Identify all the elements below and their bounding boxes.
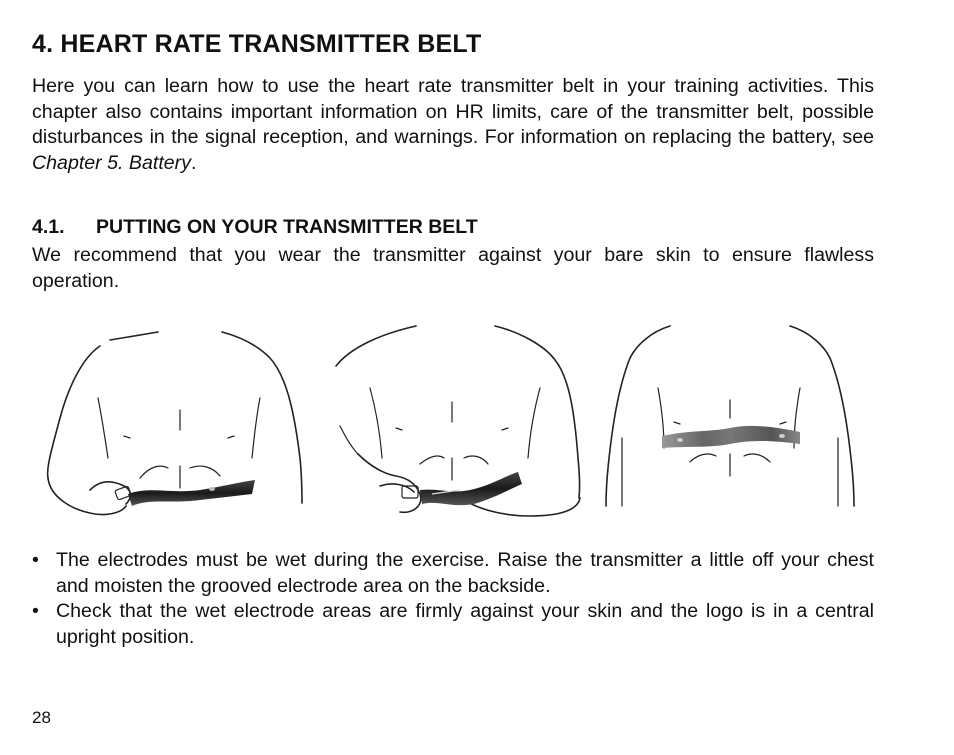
bullet-item [32,548,874,599]
recommendation-paragraph: We recommend that you wear the transmitter against your bare skin to ensure flawless operation. [32,244,874,292]
bullet-text: The electrodes must be wet during the exercise. Raise the transmitter a little off your chest and moisten the grooved electrode area on the backside. [56,549,874,597]
chapter-reference: Chapter 5. Battery [32,151,192,174]
figure-front-fastening-belt [336,326,580,516]
bullet-list [32,548,874,650]
page-number: 28 [32,708,51,727]
section-title: PUTTING ON YOUR TRANSMITTER BELT [96,216,478,238]
bullet-text: Check that the wet electrode areas are firmly against your skin and the logo is in a central upright position. [56,600,874,648]
bullet-symbol: • [32,549,39,571]
bullet-symbol: • [32,600,39,622]
figure-front-holding-belt [48,332,302,515]
bullet-item [32,599,874,650]
intro-text: Here you can learn how to use the heart rate transmitter belt in your training activities. This chapter also contains important information on HR limits, care of the transmitter belt, possible disturbances in the signal reception, and warnings. For information on replacing the battery, see [32,75,874,148]
intro-paragraph [32,74,874,176]
section-number: 4.1. [32,216,65,238]
intro-end: . [191,151,197,174]
chapter-heading: 4. HEART RATE TRANSMITTER BELT [32,30,482,58]
belt-illustrations [40,318,870,538]
section-heading [32,216,478,239]
figure-belt-in-place [606,326,854,506]
